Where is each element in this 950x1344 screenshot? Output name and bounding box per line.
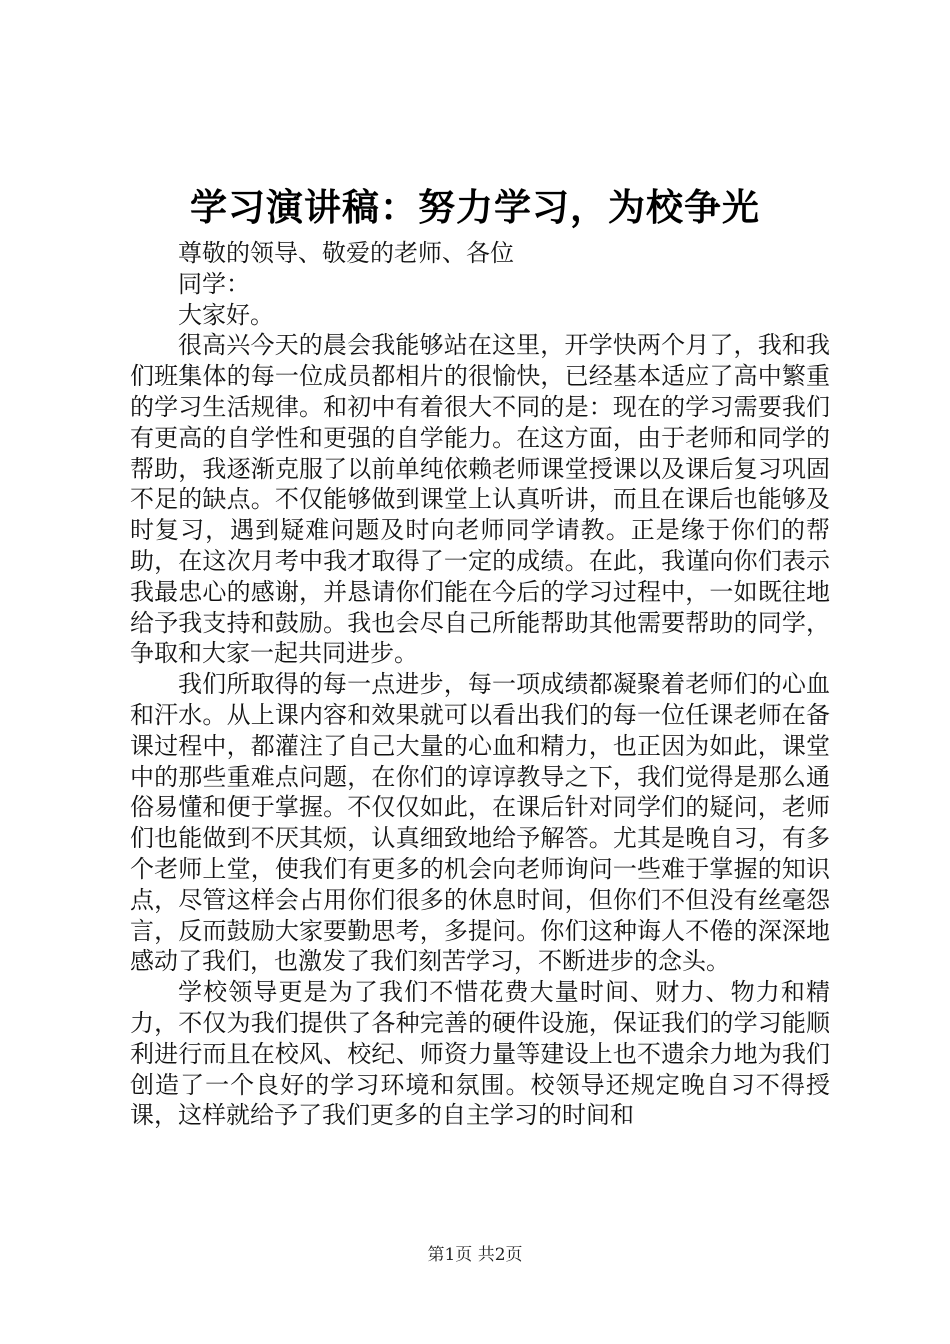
document-title: 学习演讲稿：努力学习，为校争光 — [190, 185, 760, 229]
greeting-line: 尊敬的领导、敬爱的老师、各位 — [178, 239, 514, 267]
page-footer: 第1页 共2页 — [427, 1245, 523, 1265]
greeting-line: 同学： — [178, 269, 250, 298]
body-paragraph: 学校领导更是为了我们不惜花费大量时间、财力、物力和精力，不仅为我们提供了各种完善的硬件设施，保证我们的学习能顺利进行而且在校风、校纪、师资力量等建设上也不遗余力地为我们创造了一个良好的学习环境和氛围。校领导还规定晚自习不得授课，这样就给予了我们更多的自主学习的时间和 — [130, 978, 830, 1130]
greeting-line: 大家好。 — [178, 300, 274, 329]
body-paragraph: 我们所取得的每一点进步，每一项成绩都凝聚着老师们的心血和汗水。从上课内容和效果就可以看出我们的每一位任课老师在备课过程中，都灌注了自己大量的心血和精力，也正因为如此，课堂中的那些重难点问题，在你们的谆谆教导之下，我们觉得是那么通俗易懂和便于掌握。不仅仅如此，在课后针对同学们的疑问，老师们也能做到不厌其烦，认真细致地给予解答。尤其是晚自习，有多个老师上堂，使我们有更多的机会向老师询问一些难于掌握的知识点，尽管这样会占用你们很多的休息时间，但你们不但没有丝毫怨言，反而鼓励大家要勤思考，多提问。你们这种诲人不倦的深深地感动了我们，也激发了我们刻苦学习，不断进步的念头。 — [130, 670, 830, 976]
body-paragraph: 很高兴今天的晨会我能够站在这里，开学快两个月了，我和我们班集体的每一位成员都相片的很愉快，已经基本适应了高中繁重的学习生活规律。和初中有着很大不同的是：现在的学习需要我们有更高的自学性和更强的自学能力。在这方面，由于老师和同学的帮助，我逐渐克服了以前单纯依赖老师课堂授课以及课后复习巩固不足的缺点。不仅能够做到课堂上认真听讲，而且在课后也能够及时复习，遇到疑难问题及时向老师同学请教。正是缘于你们的帮助，在这次月考中我才取得了一定的成绩。在此，我谨向你们表示我最忠心的感谢，并恳请你们能在今后的学习过程中，一如既往地给予我支持和鼓励。我也会尽自己所能帮助其他需要帮助的同学，争取和大家一起共同进步。 — [130, 331, 830, 668]
document-body — [130, 238, 830, 1131]
